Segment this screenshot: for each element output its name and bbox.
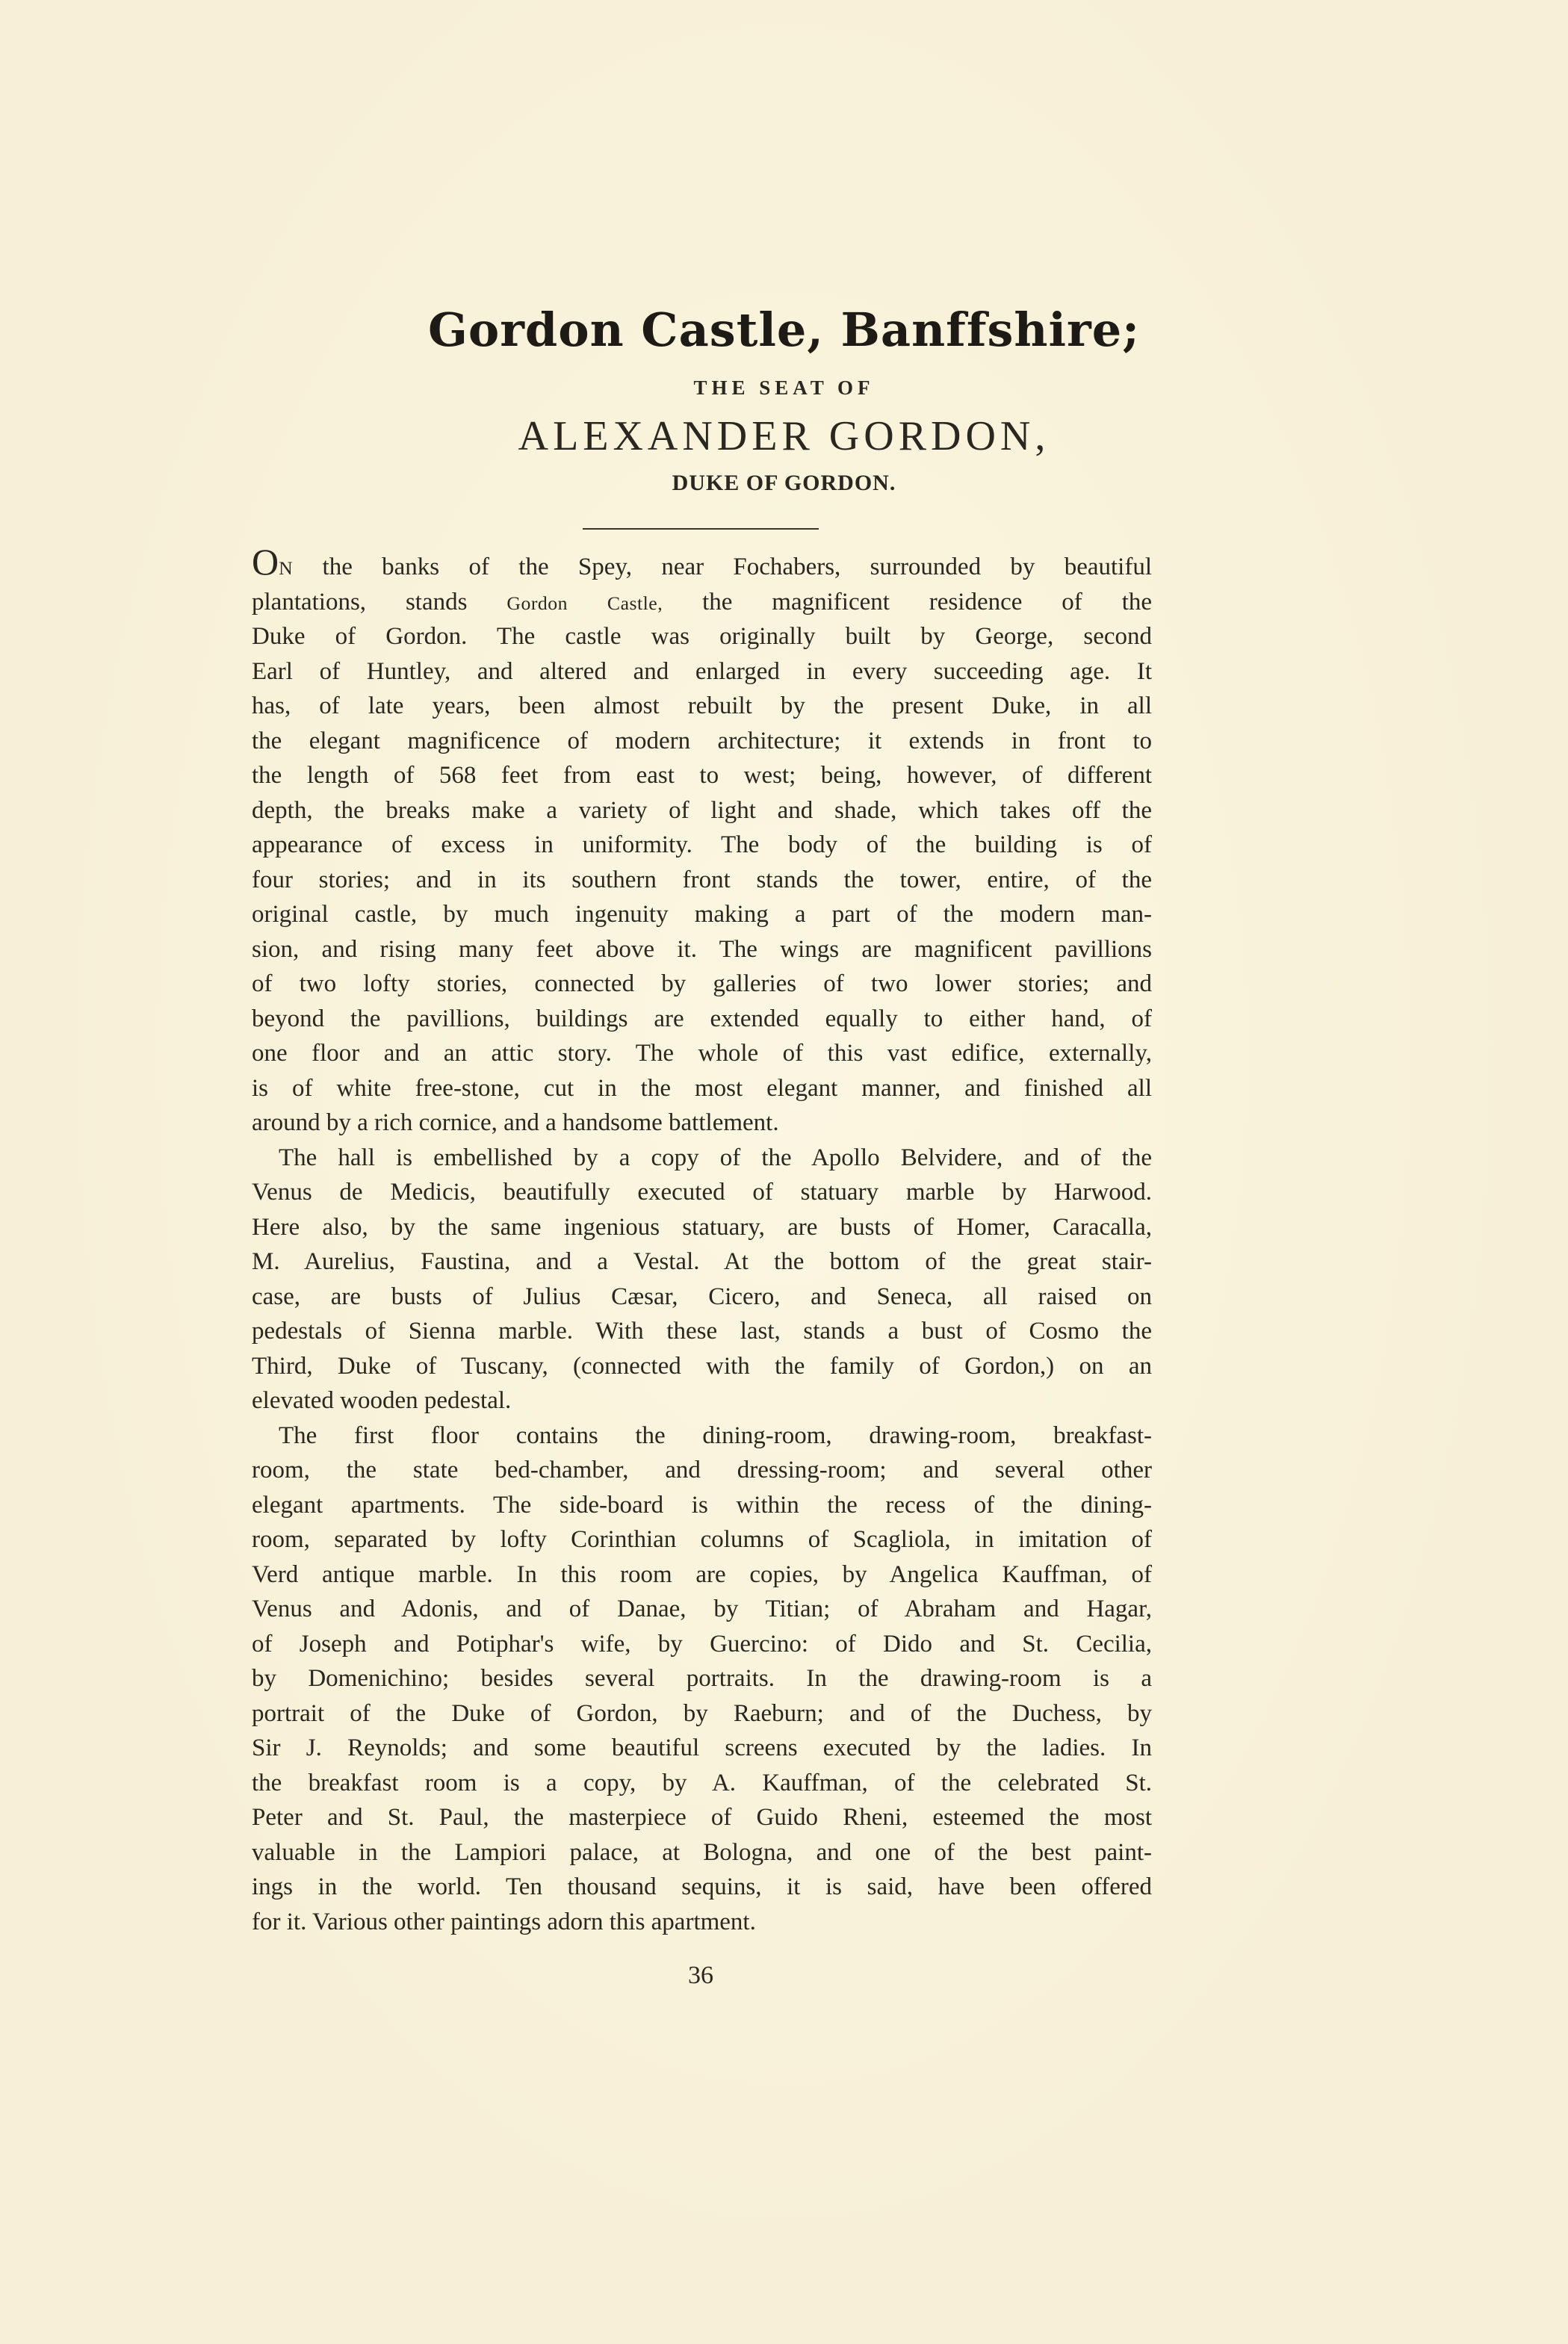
text-line: elegant apartments. The side-board is within the recess of the dining-	[252, 1491, 1152, 1519]
text-line: ON the banks of the Spey, near Fochabers, surrounded by beautiful	[252, 541, 1153, 583]
text-line: room, the state bed-chamber, and dressing-room; and several other	[252, 1457, 1152, 1483]
text-line: by Domenichino; besides several portraits. In the drawing-room is a	[252, 1665, 1152, 1692]
page-title: Gordon Castle, Banffshire;	[427, 303, 1141, 357]
text-line: ings in the world. Ten thousand sequins, it is said, have been offered	[252, 1873, 1152, 1900]
text-line: pedestals of Sienna marble. With these last, stands a bust of Cosmo the	[252, 1318, 1152, 1345]
text-line: one floor and an attic story. The whole of this vast edifice, externally,	[252, 1040, 1152, 1067]
text-line: Earl of Huntley, and altered and enlarged in every succeeding age. It	[252, 657, 1152, 685]
text-line: The first floor contains the dining-room, drawing-room, breakfast-	[279, 1421, 1152, 1449]
text-line: Third, Duke of Tuscany, (connected with the family of Gordon,) on an	[252, 1352, 1152, 1380]
text-line: of Joseph and Potiphar's wife, by Guercino: of Dido and St. Cecilia,	[252, 1630, 1152, 1658]
text-line: the breakfast room is a copy, by A. Kauffman, of the celebrated St.	[252, 1769, 1152, 1796]
text-line: depth, the breaks make a variety of light and shade, which takes off the	[252, 796, 1152, 824]
text-line: sion, and rising many feet above it. The wings are magnificent pavillions	[252, 935, 1152, 963]
text-line: Venus de Medicis, beautifully executed of statuary marble by Harwood.	[252, 1179, 1152, 1206]
divider-rule	[583, 528, 819, 530]
text-line: case, are busts of Julius Cæsar, Cicero, and Seneca, all raised on	[252, 1283, 1152, 1310]
text-line: elevated wooden pedestal.	[252, 1387, 512, 1414]
text-line: room, separated by lofty Corinthian columns of Scagliola, in imitation of	[252, 1526, 1152, 1553]
text-line: Venus and Adonis, and of Danae, by Titian; of Abraham and Hagar,	[252, 1596, 1152, 1622]
text-line: original castle, by much ingenuity making a part of the modern man-	[252, 901, 1152, 928]
text-line: is of white free-stone, cut in the most elegant manner, and finished all	[252, 1074, 1152, 1102]
owner-title: DUKE OF GORDON.	[672, 471, 896, 495]
text-line: beyond the pavillions, buildings are extended equally to either hand, of	[252, 1005, 1152, 1032]
text-line: of two lofty stories, connected by galleries of two lower stories; and	[252, 970, 1152, 997]
text-line: Duke of Gordon. The castle was originally built by George, second	[252, 623, 1152, 650]
text-line: for it. Various other paintings adorn this apartment.	[252, 1908, 756, 1935]
text-line: has, of late years, been almost rebuilt by the present Duke, in all	[252, 692, 1152, 719]
text-line: Verd antique marble. In this room are copies, by Angelica Kauffman, of	[252, 1560, 1152, 1588]
body-text	[252, 541, 1153, 1939]
text-line: valuable in the Lampiori palace, at Bologna, and one of the best paint-	[252, 1838, 1152, 1866]
smallcaps-text: Gordon	[506, 592, 568, 614]
text-line: Peter and St. Paul, the masterpiece of Guido Rheni, esteemed the most	[252, 1804, 1152, 1831]
text-line: plantations, stands Gordon Castle, the magnificent residence of the	[252, 588, 1153, 616]
drop-cap: O	[252, 541, 279, 583]
text-line: the length of 568 feet from east to west; being, however, of different	[252, 762, 1152, 789]
text-line: four stories; and in its southern front stands the tower, entire, of the	[252, 866, 1152, 893]
page-number: 36	[688, 1962, 713, 1989]
text-line: The hall is embellished by a copy of the Apollo Belvidere, and of the	[279, 1144, 1152, 1171]
subtitle-seat: THE SEAT OF	[693, 376, 875, 399]
text-line: portrait of the Duke of Gordon, by Raeburn; and of the Duchess, by	[252, 1699, 1152, 1727]
text-line: appearance of excess in uniformity. The body of the building is of	[252, 831, 1152, 858]
text-line: M. Aurelius, Faustina, and a Vestal. At the bottom of the great stair-	[252, 1248, 1152, 1275]
text-line: around by a rich cornice, and a handsome battlement.	[252, 1109, 779, 1136]
text-line: Here also, by the same ingenious statuary, are busts of Homer, Caracalla,	[252, 1213, 1152, 1241]
show-through-texture	[247, 254, 1292, 553]
owner-name: ALEXANDER GORDON,	[518, 413, 1050, 459]
text-line: Sir J. Reynolds; and some beautiful screens executed by the ladies. In	[252, 1734, 1152, 1761]
smallcaps-text: Castle,	[607, 592, 663, 614]
text-line: the elegant magnificence of modern architecture; it extends in front to	[252, 727, 1152, 754]
